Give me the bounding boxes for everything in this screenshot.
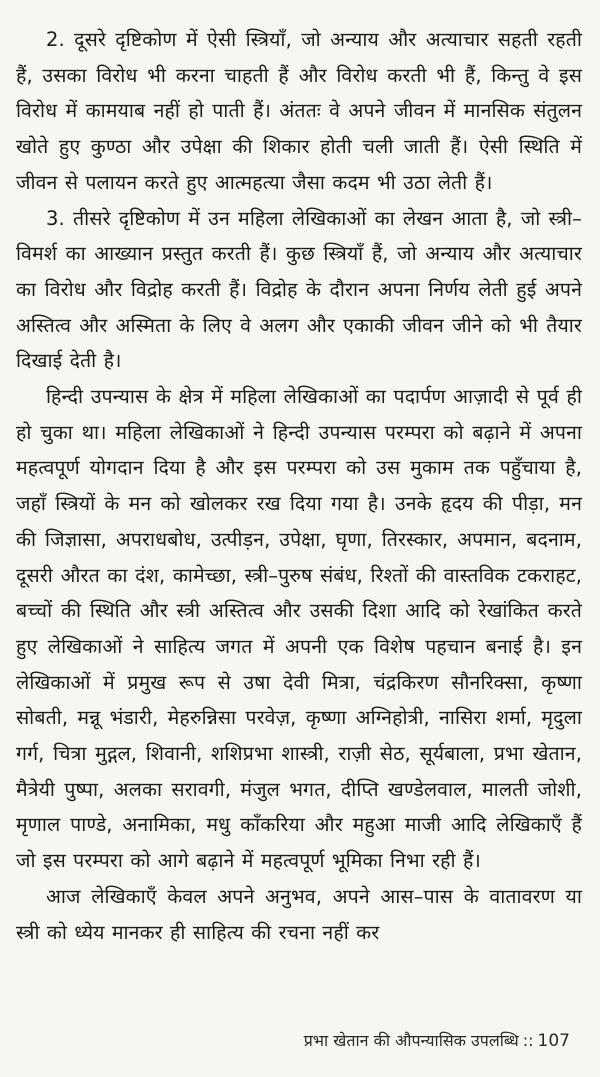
running-title: प्रभा खेतान की औपन्यासिक उपलब्धि: [303, 1031, 519, 1050]
page-footer: [304, 1029, 570, 1051]
footer-separator: ::: [522, 1031, 534, 1050]
paragraph-point-2: 2. दूसरे दृष्टिकोण में ऐसी स्त्रियाँ, जो अन्याय और अत्याचार सहती रहती हैं, उसका विरोध भी करना चाहती हैं और विरोध करती भी हैं, किन्तु वे इस विरोध में कामयाब नहीं हो पाती हैं। अंततः वे अपने जीवन में मानसिक संतुलन खोते हुए कुण्ठा और उपेक्षा की शिकार होती चली जाती हैं। ऐसी स्थिति में जीवन से पलायन करते हुए आत्महत्या जैसा कदम भी उठा लेती हैं।: [16, 28, 582, 194]
paragraph-women-novelists: हिन्दी उपन्यास के क्षेत्र में महिला लेखिकाओं का पदार्पण आज़ादी से पूर्व ही हो चुका था। महिला लेखिकाओं ने हिन्दी उपन्यास परम्परा को बढ़ाने में अपना महत्वपूर्ण योगदान दिया है और इस परम्परा को उस मुकाम तक पहुँचाया है, जहाँ स्त्रियों के मन को खोलकर रख दिया गया है। उनके हृदय की पीड़ा, मन की जिज्ञासा, अपराधबोध, उत्पीड़न, उपेक्षा, घृणा, तिरस्कार, अपमान, बदनाम, दूसरी औरत का दंश, कामेच्छा, स्त्री–पुरुष संबंध, रिश्तों की वास्तविक टकराहट, बच्चों की स्थिति और स्त्री अस्तित्व और उसकी दिशा आदि को रेखांकित करते हुए लेखिकाओं ने साहित्य जगत में अपनी एक विशेष पहचान बनाई है। इन लेखिकाओं में प्रमुख रूप से उषा देवी मित्रा, चंद्रकिरण सौनरिक्सा, कृष्णा सोबती, मन्नू भंडारी, मेहरुन्निसा परवेज़, कृष्णा अग्निहोत्री, नासिरा शर्मा, मृदुला गर्ग, चित्रा मुद्गल, शिवानी, शशिप्रभा शास्त्री, राज़ी सेठ, सूर्यबाला, प्रभा खेतान, मैत्रेयी पुष्पा, अलका सरावगी, मंजुल भगत, दीप्ति खण्डेलवाल, मालती जोशी, मृणाल पाण्डे, अनामिका, मधु काँकरिया और महुआ माजी आदि लेखिकाएँ हैं जो इस परम्परा को आगे बढ़ाने में महत्वपूर्ण भूमिका निभा रही हैं।: [16, 385, 582, 873]
page-number: 107: [537, 1031, 570, 1051]
paragraph-today-writers: आज लेखिकाएँ केवल अपने अनुभव, अपने आस–पास के वातावरण या स्त्री को ध्येय मानकर ही साहित्य की रचना नहीं कर: [16, 884, 582, 944]
paragraph-point-3: 3. तीसरे दृष्टिकोण में उन महिला लेखिकाओं का लेखन आता है, जो स्त्री–विमर्श का आख्यान प्रस्तुत करती हैं। कुछ स्त्रियाँ हैं, जो अन्याय और अत्याचार का विरोध और विद्रोह करती हैं। विद्रोह के दौरान अपना निर्णय लेती हुई अपने अस्तित्व और अस्मिता के लिए वे अलग और एकाकी जीवन जीने को भी तैयार दिखाई देती है।: [16, 206, 582, 373]
body-text: [16, 22, 582, 950]
